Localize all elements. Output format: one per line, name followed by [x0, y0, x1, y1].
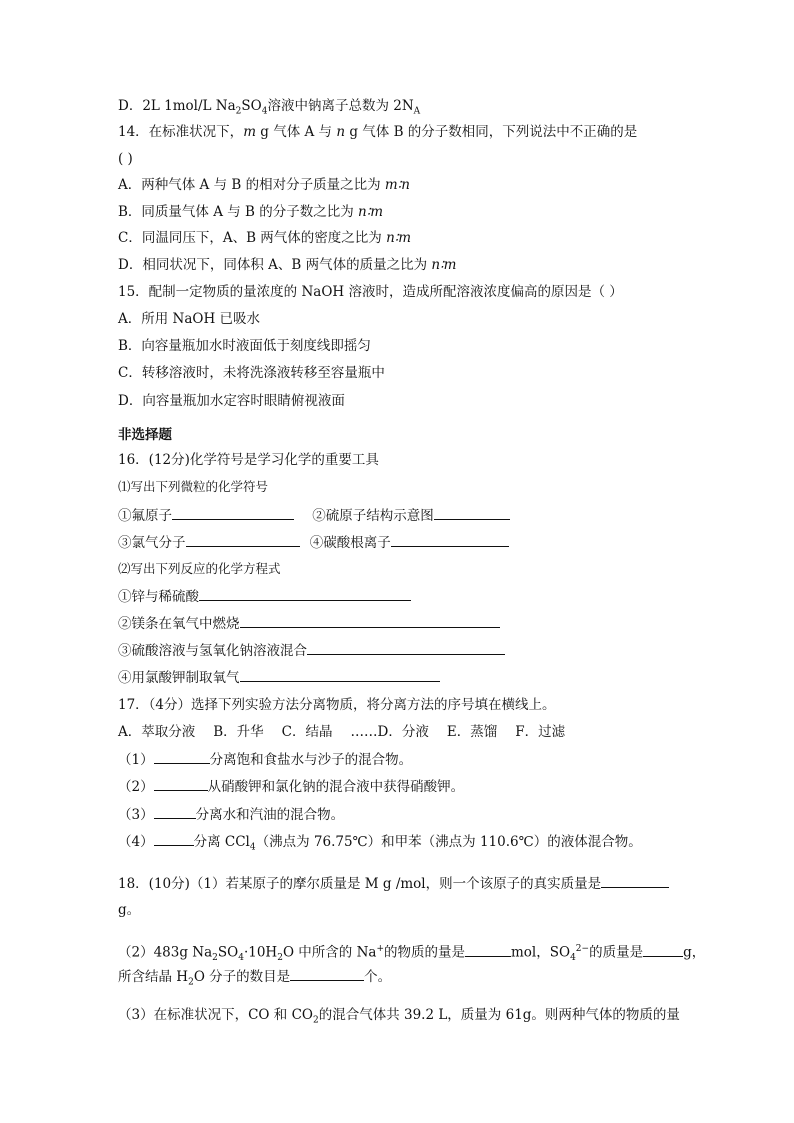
text: SO: [241, 98, 262, 114]
answer-blank[interactable]: [199, 586, 411, 601]
q17-sub4: [118, 831, 642, 858]
text: D．相同状况下，同体积 A、B 两气体的质量之比为: [118, 257, 432, 273]
text: O 中所含的 Na: [282, 944, 377, 961]
q16-eq2: [118, 613, 500, 634]
text: n∶m: [386, 230, 412, 246]
q16-eq1: [118, 586, 411, 607]
answer-blank[interactable]: [186, 532, 300, 547]
text: g 气体 B 的分子数相同，下列说法中不正确的是: [345, 124, 638, 140]
q15-stem: 15．配制一定物质的量浓度的 NaOH 溶液时，造成所配溶液浓度偏高的原因是（ ）: [118, 284, 623, 300]
q13-option-d: [118, 96, 420, 122]
option: A．萃取分液: [118, 724, 196, 740]
answer-blank[interactable]: [307, 640, 505, 655]
option: ……D．分液: [350, 724, 429, 740]
q17-sub1: [118, 749, 412, 770]
text: （3）: [118, 807, 154, 823]
text: m: [243, 124, 256, 140]
text: A．两种气体 A 与 B 的相对分子质量之比为: [118, 177, 385, 193]
text: D．2L 1mol/L Na: [118, 98, 236, 114]
text: （4）: [118, 834, 154, 850]
option: C．结晶: [281, 724, 333, 740]
answer-blank[interactable]: [434, 505, 510, 520]
text: g，: [683, 944, 706, 961]
q18-line4: [118, 1005, 680, 1031]
text: ④碳酸根离子: [309, 535, 391, 551]
q18-line2: [118, 939, 705, 968]
text: 分离饱和食盐水与沙子的混合物。: [209, 752, 413, 768]
q14-option-c: [118, 228, 411, 248]
q14-paren: ( ): [118, 151, 133, 167]
text: （2）: [118, 779, 154, 795]
section-heading: 非选择题: [118, 427, 172, 443]
text: ④用氯酸钾制取氧气: [118, 670, 240, 686]
q14-option-b: [118, 202, 383, 222]
text: （沸点为 76.75℃）和甲苯（沸点为 110.6℃）的液体混合物。: [255, 834, 642, 850]
sub: 4: [261, 106, 268, 117]
text: 18．(10分)（1）若某原子的摩尔质量是 M g /mol，则一个该原子的真实质量是: [118, 876, 602, 892]
sub: 2: [188, 977, 194, 988]
q14-option-d: [118, 255, 456, 275]
answer-blank[interactable]: [643, 942, 683, 957]
q16-part2: ⑵写出下列反应的化学方程式: [118, 561, 281, 576]
q16-part1: ⑴写出下列微粒的化学符号: [118, 479, 269, 494]
text: 的混合气体共 39.2 L，质量为 61g。则两种气体的物质的量: [318, 1007, 680, 1023]
text: 从硝酸钾和氯化钠的混合液中获得硝酸钾。: [207, 779, 465, 795]
text: （3）在标准状况下，CO 和 CO: [118, 1007, 313, 1023]
text: 个。: [364, 969, 392, 985]
sub: A: [413, 106, 421, 117]
text: C．同温同压下，A、B 两气体的密度之比为: [118, 230, 387, 246]
answer-blank[interactable]: [290, 966, 364, 981]
text: ③氯气分子: [118, 535, 186, 551]
text: 分离水和汽油的混合物。: [195, 807, 345, 823]
q16-row1: [118, 505, 510, 526]
answer-blank[interactable]: [154, 804, 196, 819]
q18-line1-unit: g。: [118, 902, 141, 918]
q17-sub2: [118, 776, 464, 797]
answer-blank[interactable]: [172, 505, 294, 520]
text: mol，SO: [511, 944, 571, 961]
q17-sub3: [118, 804, 344, 825]
text: n∶m: [358, 204, 384, 220]
option: E．蒸馏: [446, 724, 498, 740]
text: 溶液中钠离子总数为 2N: [267, 98, 414, 114]
text: O 分子的数目是: [193, 969, 291, 985]
q17-options: [118, 722, 583, 742]
q15-option-a: A．所用 NaOH 已吸水: [118, 311, 261, 327]
text: 所含结晶 H: [118, 969, 189, 985]
text: （2）483g Na: [118, 944, 213, 961]
text: g 气体 A 与: [256, 124, 337, 140]
text: ②硫原子结构示意图: [312, 508, 434, 524]
text: 分离 CCl: [193, 834, 250, 850]
q18-line1: [118, 873, 669, 894]
text: m∶n: [384, 177, 410, 193]
answer-blank[interactable]: [154, 749, 210, 764]
text: 的物质的量是: [384, 944, 465, 961]
sub: 2: [277, 953, 283, 964]
sub: 2: [212, 953, 218, 964]
sub: 4: [570, 953, 576, 964]
text: 的质量是: [589, 944, 644, 961]
text: ①锌与稀硫酸: [118, 589, 199, 605]
text: n∶m: [431, 257, 457, 273]
answer-blank[interactable]: [154, 776, 208, 791]
sub: 4: [238, 953, 244, 964]
q15-option-d: D．向容量瓶加水定容时眼睛俯视液面: [118, 393, 345, 409]
q14-option-a: [118, 175, 410, 195]
text: ②镁条在氧气中燃烧: [118, 616, 240, 632]
answer-blank[interactable]: [601, 873, 669, 888]
text: ·10H: [243, 944, 278, 961]
answer-blank[interactable]: [391, 532, 509, 547]
q15-option-b: B．向容量瓶加水时液面低于刻度线即摇匀: [118, 338, 371, 354]
q17-stem: 17．（4分）选择下列实验方法分离物质，将分离方法的序号填在横线上。: [118, 697, 556, 713]
option: B．升华: [213, 724, 264, 740]
q16-row2: [118, 532, 509, 553]
answer-blank[interactable]: [240, 613, 500, 628]
q16-stem: 16．(12分)化学符号是学习化学的重要工具: [118, 452, 379, 468]
q14-stem: [118, 122, 637, 142]
sub: 2: [235, 106, 242, 117]
sub: 2: [312, 1015, 319, 1026]
q16-eq4: [118, 667, 440, 688]
answer-blank[interactable]: [465, 942, 511, 957]
text: n: [336, 124, 346, 140]
sub: 4: [249, 842, 256, 853]
text: ③硫酸溶液与氢氧化钠溶液混合: [118, 643, 307, 659]
answer-blank[interactable]: [154, 831, 194, 846]
option: F．过滤: [515, 724, 566, 740]
text: ①氟原子: [118, 508, 172, 524]
text: SO: [217, 944, 239, 961]
sup: 2−: [575, 944, 590, 954]
q15-option-c: C．转移溶液时，未将洗涤液转移至容量瓶中: [118, 365, 385, 381]
text: （1）: [118, 752, 154, 768]
sup: +: [376, 944, 384, 954]
q16-eq3: [118, 640, 505, 661]
text: B．同质量气体 A 与 B 的分子数之比为: [118, 204, 359, 220]
text: 14．在标准状况下，: [118, 124, 244, 140]
answer-blank[interactable]: [240, 667, 440, 682]
q18-line3: [118, 966, 391, 993]
